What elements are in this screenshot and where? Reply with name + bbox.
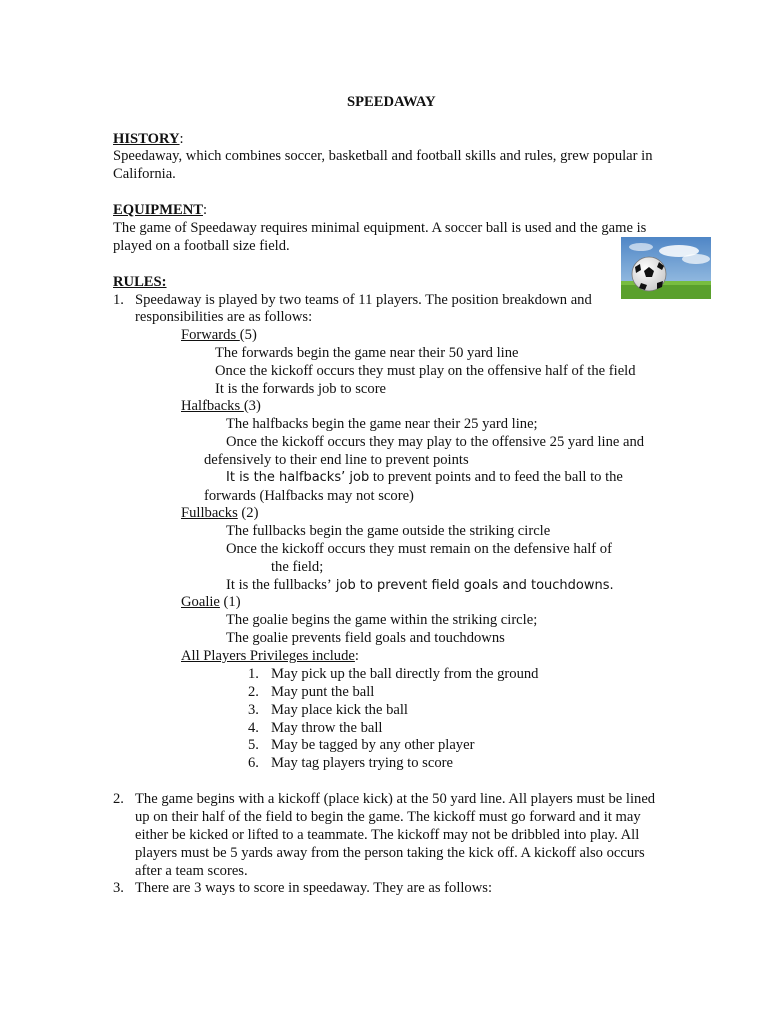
privilege-number: 4. xyxy=(248,720,259,736)
goalie-text-line: The goalie prevents field goals and touchdowns xyxy=(226,630,505,646)
rule-2-text-line: players must be 5 yards away from the person taking the kick off. A kickoff also occurs xyxy=(135,845,645,861)
fullbacks-text-line: The fullbacks begin the game outside the striking circle xyxy=(226,523,551,539)
soccer-ball-icon xyxy=(621,237,711,299)
halfbacks-text-line: It is the halfbacks’ job to prevent points and to feed the ball to the xyxy=(226,469,623,485)
halfbacks-text-line: forwards (Halfbacks may not score) xyxy=(204,488,414,504)
rules-heading: RULES: xyxy=(113,274,167,290)
fullbacks-text-line: It is the fullbacks’ job to prevent field goals and touchdowns. xyxy=(226,577,614,593)
rule-3-text-line: There are 3 ways to score in speedaway. They are as follows: xyxy=(135,880,493,896)
page-title: SPEEDAWAY xyxy=(347,94,436,110)
fullbacks-text-line: the field; xyxy=(271,559,324,575)
rule-3-number: 3. xyxy=(113,880,124,896)
privilege-number: 6. xyxy=(248,755,259,771)
privilege-item: May punt the ball xyxy=(271,684,375,700)
forwards-text-line: It is the forwards job to score xyxy=(215,381,387,397)
privilege-number: 2. xyxy=(248,684,259,700)
privilege-number: 1. xyxy=(248,666,259,682)
rule-1-text-line: responsibilities are as follows: xyxy=(135,309,313,325)
equipment-text-line: The game of Speedaway requires minimal equipment. A soccer ball is used and the game is xyxy=(113,220,647,236)
halfbacks-text-line: The halfbacks begin the game near their 25 yard line; xyxy=(226,416,538,432)
privileges-heading: All Players Privileges include: xyxy=(181,648,359,664)
privilege-item: May throw the ball xyxy=(271,720,383,736)
privilege-item: May be tagged by any other player xyxy=(271,737,475,753)
halfbacks-text-line: defensively to their end line to prevent points xyxy=(204,452,469,468)
equipment-heading: EQUIPMENT: xyxy=(113,202,208,218)
rule-2-text-line: The game begins with a kickoff (place kick) at the 50 yard line. All players must be lined xyxy=(135,791,656,807)
fullbacks-heading: Fullbacks (2) xyxy=(181,505,259,521)
goalie-text-line: The goalie begins the game within the striking circle; xyxy=(226,612,538,628)
halfbacks-heading: Halfbacks (3) xyxy=(181,398,261,414)
privilege-number: 3. xyxy=(248,702,259,718)
fullbacks-text-line: Once the kickoff occurs they must remain on the defensive half of xyxy=(226,541,612,557)
equipment-text-line: played on a football size field. xyxy=(113,238,290,254)
rule-2-number: 2. xyxy=(113,791,124,807)
goalie-heading: Goalie (1) xyxy=(181,594,241,610)
rule-1-text-line: Speedaway is played by two teams of 11 players. The position breakdown and xyxy=(135,292,592,308)
forwards-text-line: Once the kickoff occurs they must play on the offensive half of the field xyxy=(215,363,636,379)
privilege-item: May place kick the ball xyxy=(271,702,408,718)
rule-2-text-line: either be kicked or lifted to a teammate. The kickoff may not be dribbled into play. All xyxy=(135,827,640,843)
forwards-heading: Forwards (5) xyxy=(181,327,257,343)
rule-2-text-line: up on their half of the field to begin the game. The kickoff must go forward and it may xyxy=(135,809,641,825)
history-text-line: California. xyxy=(113,166,176,182)
privilege-item: May tag players trying to score xyxy=(271,755,453,771)
forwards-text-line: The forwards begin the game near their 50 yard line xyxy=(215,345,519,361)
rule-2-text-line: after a team scores. xyxy=(135,863,248,879)
halfbacks-text-line: Once the kickoff occurs they may play to the offensive 25 yard line and xyxy=(226,434,645,450)
history-text-line: Speedaway, which combines soccer, basketball and football skills and rules, grew popular in xyxy=(113,148,653,164)
history-heading: HISTORY: xyxy=(113,131,184,147)
privilege-item: May pick up the ball directly from the ground xyxy=(271,666,539,682)
soccer-ball-image xyxy=(621,237,711,299)
privilege-number: 5. xyxy=(248,737,259,753)
rule-1-number: 1. xyxy=(113,292,124,308)
